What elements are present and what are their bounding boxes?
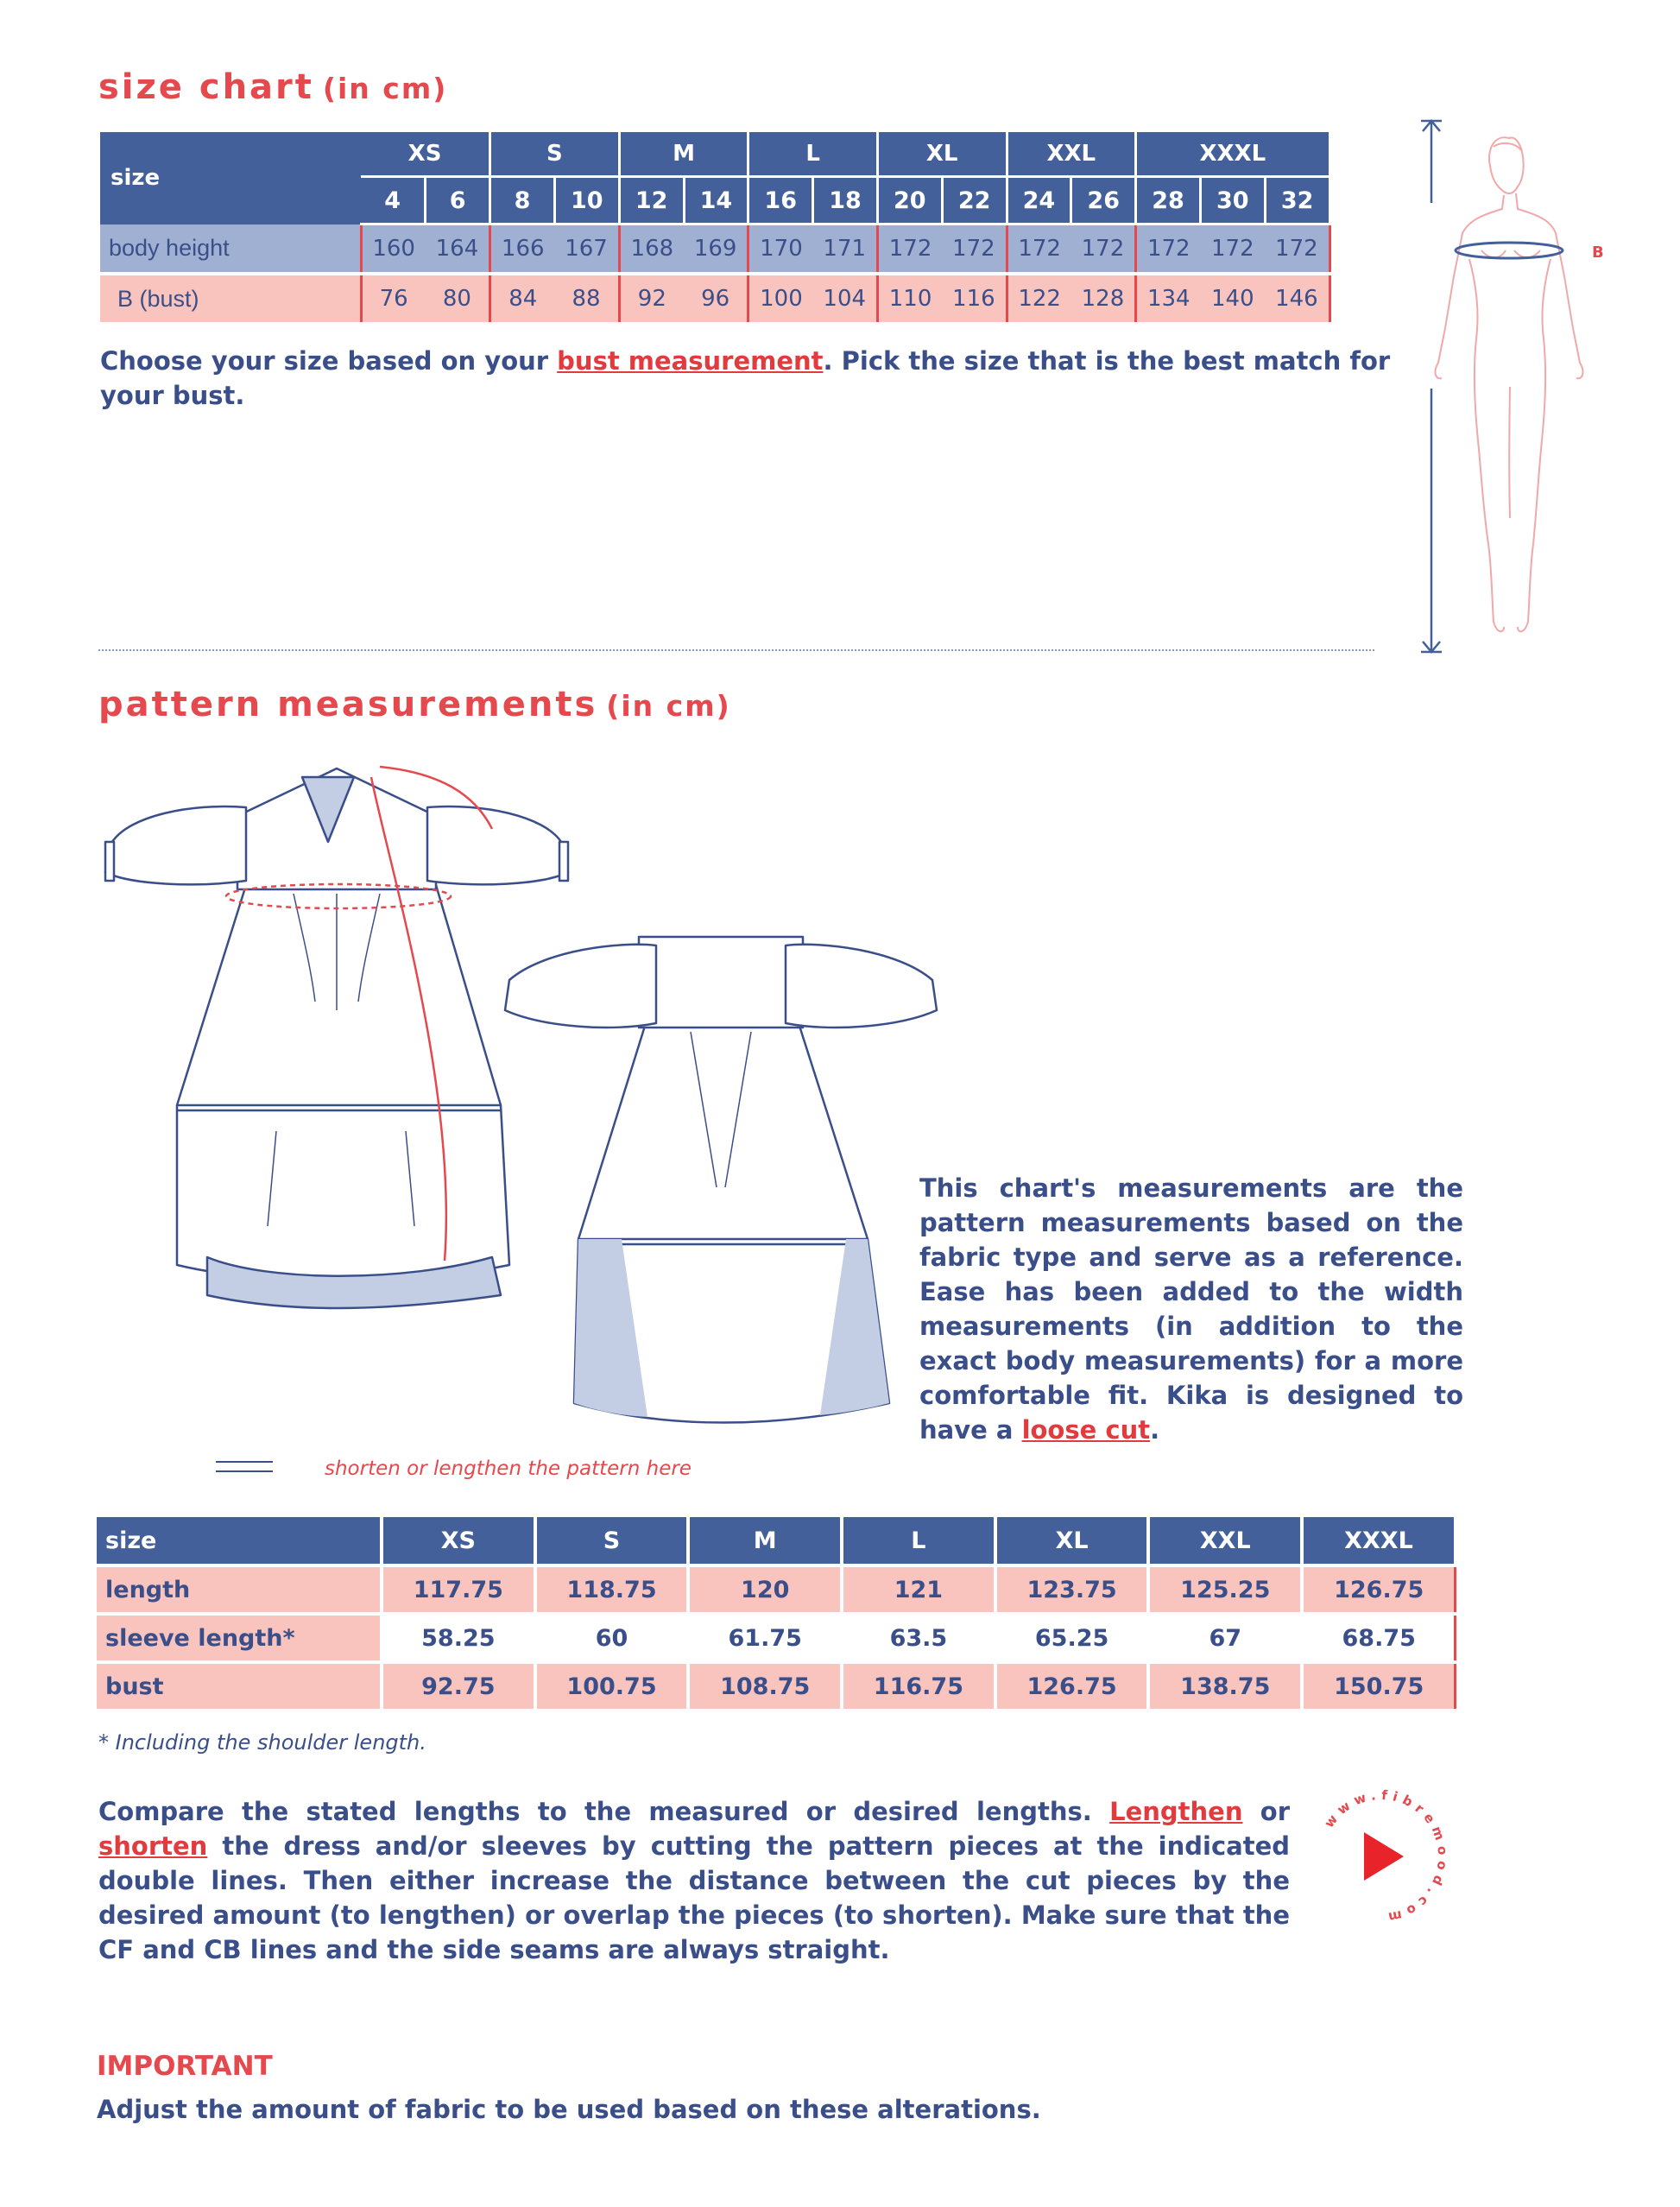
- legend-text: shorten or lengthen the pattern here: [325, 1458, 692, 1480]
- size-group-xl: XL: [877, 132, 1007, 177]
- logo-ring-text: www.fibremood.com: [1321, 1786, 1451, 1926]
- compare-text-mid: or: [1242, 1797, 1290, 1826]
- body-height-value: 172: [1136, 224, 1201, 275]
- bust-value: 134: [1136, 274, 1201, 322]
- important-title: IMPORTANT: [97, 2051, 273, 2082]
- compare-text: Compare the stated lengths to the measured or desired lengths.: [98, 1797, 1110, 1826]
- body-height-value: 171: [813, 224, 878, 275]
- bust-row: [100, 274, 1329, 322]
- pattern-row-length: [97, 1565, 1456, 1614]
- row-label: bust: [97, 1662, 382, 1709]
- size-instruction: [100, 344, 1430, 413]
- body-height-value: 167: [554, 224, 619, 275]
- size-number: 4: [361, 177, 426, 224]
- table-cell: 150.75: [1302, 1662, 1456, 1709]
- pattern-info: [919, 1171, 1463, 1447]
- bust-value: 80: [426, 274, 490, 322]
- size-header-label: size: [100, 132, 361, 224]
- compare-paragraph: [98, 1794, 1290, 1967]
- table-cell: 126.75: [1302, 1565, 1456, 1614]
- body-height-value: 172: [1200, 224, 1265, 275]
- front-skirt: [177, 885, 509, 1281]
- size-group-xxxl: XXXL: [1136, 132, 1329, 177]
- table-cell: 118.75: [535, 1565, 689, 1614]
- bust-value: 100: [748, 274, 813, 322]
- body-height-value: 172: [942, 224, 1007, 275]
- table-cell: 61.75: [688, 1614, 842, 1662]
- bust-value: 104: [813, 274, 878, 322]
- table-cell: 68.75: [1302, 1614, 1456, 1662]
- bust-measurement-link[interactable]: bust measurement: [557, 346, 824, 376]
- size-number: 20: [877, 177, 942, 224]
- bust-marker-label: B: [1592, 243, 1604, 262]
- bust-value: 122: [1007, 274, 1071, 322]
- play-icon[interactable]: [1364, 1832, 1404, 1881]
- table-cell: 116.75: [842, 1662, 995, 1709]
- front-right-sleeve: [427, 806, 568, 884]
- pattern-size-xl: XL: [995, 1517, 1149, 1565]
- row-label: length: [97, 1565, 382, 1614]
- size-instruction-text: Choose your size based on your: [100, 346, 558, 376]
- pattern-size-xxxl: XXXL: [1302, 1517, 1456, 1565]
- table-footnote: * Including the shoulder length.: [98, 1730, 426, 1755]
- size-number: 10: [554, 177, 619, 224]
- size-number: 28: [1136, 177, 1201, 224]
- size-number: 16: [748, 177, 813, 224]
- pattern-title: [98, 685, 731, 724]
- bust-value: 96: [684, 274, 748, 322]
- lengthen-link[interactable]: Lengthen: [1109, 1797, 1243, 1826]
- size-chart-title-text: size chart: [98, 67, 314, 107]
- size-chart-title: [98, 67, 447, 107]
- table-cell: 108.75: [688, 1662, 842, 1709]
- body-height-value: 166: [490, 224, 555, 275]
- table-cell: 63.5: [842, 1614, 995, 1662]
- size-number: 26: [1071, 177, 1136, 224]
- table-cell: 67: [1148, 1614, 1302, 1662]
- back-left-sleeve: [505, 945, 656, 1028]
- size-instruction-text-end: . Pick the size that is the best match for your bust.: [100, 346, 1391, 410]
- front-right-cuff: [559, 842, 568, 881]
- bust-value: 88: [554, 274, 619, 322]
- pattern-size-s: S: [535, 1517, 689, 1565]
- body-figure-illustration: [1407, 112, 1614, 665]
- bust-value: 84: [490, 274, 555, 322]
- row-label: sleeve length*: [97, 1614, 382, 1662]
- pattern-size-l: L: [842, 1517, 995, 1565]
- height-arrow: [1421, 121, 1442, 652]
- pattern-unit: (in cm): [606, 689, 731, 723]
- table-cell: 121: [842, 1565, 995, 1614]
- section-divider: [98, 649, 1374, 651]
- pattern-table: [97, 1517, 1457, 1709]
- size-number: 6: [426, 177, 490, 224]
- table-cell: 58.25: [382, 1614, 535, 1662]
- table-cell: 117.75: [382, 1565, 535, 1614]
- size-chart-table: [100, 132, 1331, 322]
- front-left-cuff: [105, 842, 114, 881]
- pattern-size-xxl: XXL: [1148, 1517, 1302, 1565]
- bust-value: 140: [1200, 274, 1265, 322]
- pattern-info-text: This chart's measurements are the pattern measurements based on the fabric type and serve as a reference. Ease has been added to the width measurements (in addition to the exact body measurements) for a more comfortable fit. Kika is designed to have a: [919, 1173, 1463, 1445]
- size-number: 18: [813, 177, 878, 224]
- size-number: 14: [684, 177, 748, 224]
- size-number: 8: [490, 177, 555, 224]
- table-cell: 138.75: [1148, 1662, 1302, 1709]
- table-cell: 65.25: [995, 1614, 1149, 1662]
- body-height-row: [100, 224, 1329, 275]
- dress-back-illustration: [492, 911, 950, 1438]
- table-cell: 125.25: [1148, 1565, 1302, 1614]
- body-height-value: 172: [1265, 224, 1329, 275]
- bust-value: 76: [361, 274, 426, 322]
- table-cell: 60: [535, 1614, 689, 1662]
- pattern-row-bust: [97, 1662, 1456, 1709]
- compare-text-end: the dress and/or sleeves by cutting the pattern pieces at the indicated double lines. Then either increase the distance between the cut pieces by the desired amount (to lengthen) or overlap the pieces (to shorten). Make sure that the CF and CB lines and the side seams are always straight.: [98, 1831, 1290, 1964]
- shorten-link[interactable]: shorten: [98, 1831, 208, 1861]
- table-cell: 123.75: [995, 1565, 1149, 1614]
- table-cell: 126.75: [995, 1662, 1149, 1709]
- pattern-size-m: M: [688, 1517, 842, 1565]
- body-height-value: 170: [748, 224, 813, 275]
- pattern-header-label: size: [97, 1517, 382, 1565]
- loose-cut-link[interactable]: loose cut: [1021, 1415, 1151, 1445]
- body-height-value: 164: [426, 224, 490, 275]
- size-group-xs: XS: [361, 132, 490, 177]
- size-number: 30: [1200, 177, 1265, 224]
- table-cell: 120: [688, 1565, 842, 1614]
- size-number: 12: [619, 177, 684, 224]
- pattern-title-text: pattern measurements: [98, 685, 598, 724]
- body-height-label: body height: [100, 224, 361, 275]
- bust-value: 116: [942, 274, 1007, 322]
- size-chart-unit: (in cm): [322, 72, 448, 105]
- pattern-size-xs: XS: [382, 1517, 535, 1565]
- body-height-value: 172: [1007, 224, 1071, 275]
- bust-label: B (bust): [100, 274, 361, 322]
- size-group-l: L: [748, 132, 878, 177]
- size-number: 32: [1265, 177, 1329, 224]
- legend-double-line-bottom: [216, 1470, 273, 1472]
- fibremood-video-badge[interactable]: [1304, 1779, 1459, 1934]
- size-number: 22: [942, 177, 1007, 224]
- pattern-info-text-end: .: [1150, 1415, 1160, 1445]
- bust-line: [1456, 243, 1563, 258]
- bust-value: 110: [877, 274, 942, 322]
- back-bodice: [639, 937, 803, 1028]
- back-right-sleeve: [786, 945, 937, 1028]
- body-height-value: 169: [684, 224, 748, 275]
- important-text: Adjust the amount of fabric to be used based on these alterations.: [97, 2095, 1041, 2124]
- bust-value: 92: [619, 274, 684, 322]
- body-figure: [1436, 137, 1583, 631]
- pattern-row-sleeve: [97, 1614, 1456, 1662]
- size-number: 24: [1007, 177, 1071, 224]
- body-height-value: 160: [361, 224, 426, 275]
- table-cell: 92.75: [382, 1662, 535, 1709]
- body-height-value: 168: [619, 224, 684, 275]
- body-height-value: 172: [1071, 224, 1136, 275]
- bust-value: 128: [1071, 274, 1136, 322]
- size-group-m: M: [619, 132, 748, 177]
- size-group-s: S: [490, 132, 620, 177]
- front-left-sleeve: [105, 806, 246, 884]
- legend-double-line-top: [216, 1461, 273, 1463]
- body-height-value: 172: [877, 224, 942, 275]
- table-cell: 100.75: [535, 1662, 689, 1709]
- bust-value: 146: [1265, 274, 1329, 322]
- size-group-xxl: XXL: [1007, 132, 1136, 177]
